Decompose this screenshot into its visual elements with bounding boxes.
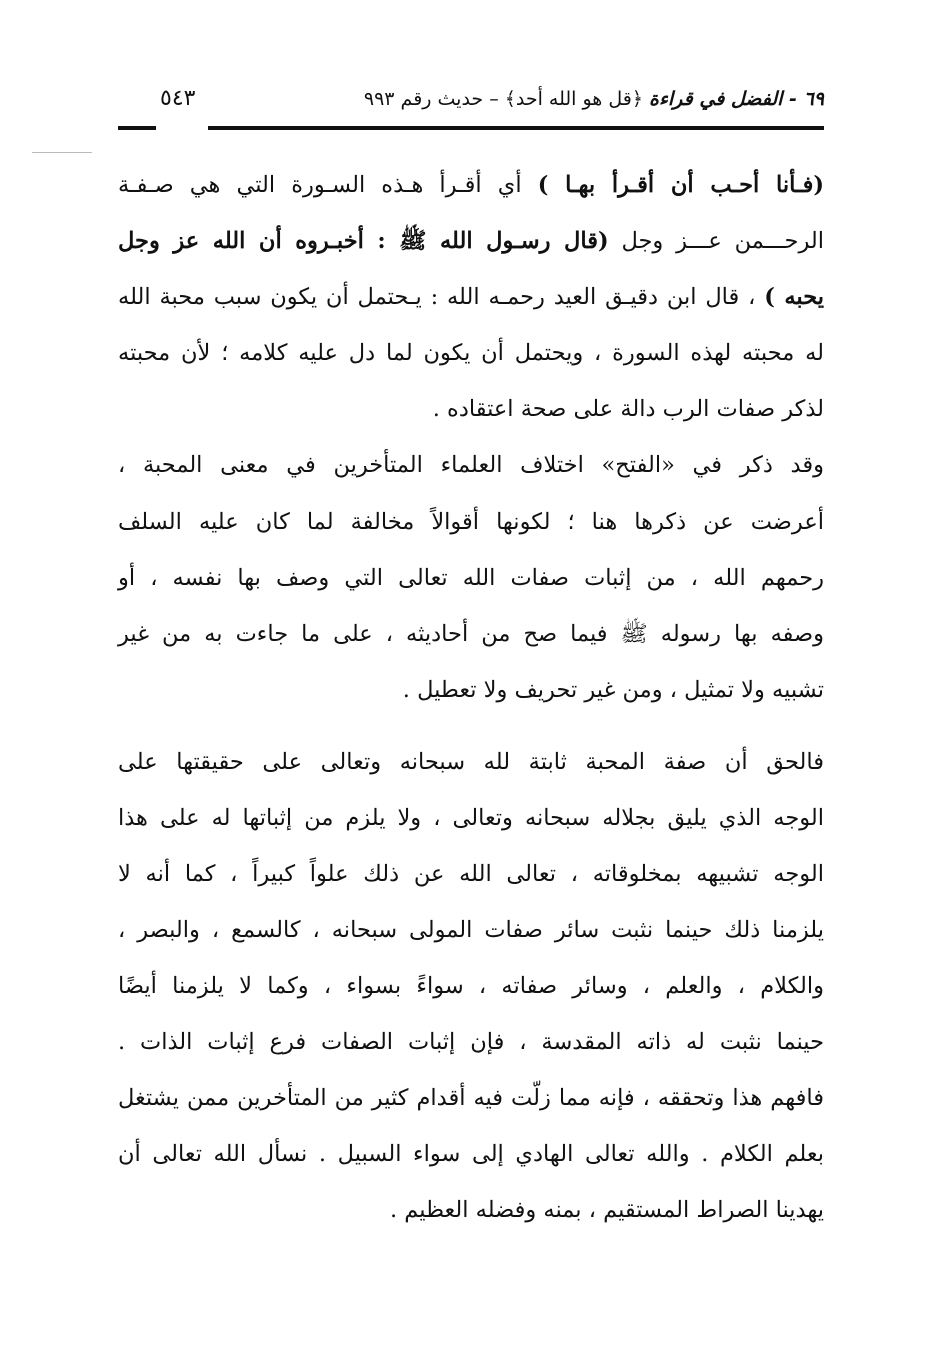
- commentary-text-segment: ، قال ابن دقيـق العيد رحمـه الله : يـحتمل أن يكون سبب محبة الله: [118, 284, 765, 310]
- text-line: [118, 336, 824, 370]
- hadith-text-segment: (قال رسـول الله ﷺ : أخبـروه أن الله عز وجل: [118, 228, 609, 254]
- text-line: [118, 505, 824, 539]
- text-line: [118, 1025, 824, 1059]
- commentary-text-segment: له محبته لهذه السورة ، ويحتمل أن يكون لما دل عليه كلامه ؛ لأن محبته: [118, 340, 824, 366]
- commentary-text-segment: أي أقـرأ هـذه السـورة التي هي صـفـة: [118, 172, 538, 198]
- text-line: [118, 1193, 824, 1227]
- text-line: [118, 280, 824, 314]
- text-line: [118, 1081, 824, 1115]
- commentary-text-segment: أعرضت عن ذكرها هنا ؛ لكونها أقوالاً مخالفة لما كان عليه السلف: [118, 509, 824, 535]
- commentary-text-segment: بعلم الكلام . والله تعالى الهادي إلى سواء السبيل . نسأل الله تعالى أن: [118, 1141, 824, 1167]
- text-line: [118, 857, 824, 891]
- commentary-text-segment: الوجه الذي يليق بجلاله سبحانه وتعالى ، ولا يلزم من إثباتها له على هذا: [118, 805, 824, 831]
- running-header: [118, 88, 824, 138]
- text-line: [118, 1137, 824, 1171]
- text-line: [118, 561, 824, 595]
- commentary-text-segment: رحمهم الله ، من إثبات صفات الله تعالى التي وصف بها نفسه ، أو: [118, 565, 824, 591]
- hadith-text-segment: يحبه ): [764, 284, 824, 310]
- text-line: [118, 745, 824, 779]
- commentary-text-segment: حينما نثبت له ذاته المقدسة ، فإن إثبات الصفات فرع إثبات الذات .: [118, 1029, 824, 1055]
- commentary-text-segment: وصفه بها رسوله ﷺ فيما صح من أحاديثه ، على ما جاءت به من غير: [118, 621, 824, 647]
- commentary-text-segment: لذكر صفات الرب دالة على صحة اعتقاده .: [432, 396, 824, 422]
- scan-mark: [32, 152, 92, 153]
- header-title: [364, 88, 824, 110]
- text-line: [118, 913, 824, 947]
- text-line: [118, 168, 824, 202]
- commentary-text-segment: فافهم هذا وتحققه ، فإنه مما زلّت فيه أقدام كثير من المتأخرين ممن يشتغل: [118, 1085, 824, 1111]
- text-line: [118, 969, 824, 1003]
- text-line: [118, 617, 824, 651]
- commentary-text-segment: الوجه تشبيهه بمخلوقاته ، تعالى الله عن ذلك علواً كبيراً ، كما أنه لا: [118, 861, 824, 887]
- commentary-text-segment: فالحق أن صفة المحبة ثابتة لله سبحانه وتعالى على حقيقتها على: [118, 749, 824, 775]
- hadith-ref: – حديث رقم ٩٩٣: [363, 88, 499, 110]
- header-rule: [208, 126, 824, 130]
- commentary-text-segment: يلزمنا ذلك حينما نثبت سائر صفات المولى سبحانه ، كالسمع ، والبصر ،: [118, 917, 824, 943]
- page-number-rule: [118, 126, 156, 130]
- commentary-text-segment: الرحـــمن عـــز وجل: [608, 228, 824, 254]
- commentary-text-segment: وقد ذكر في «الفتح» اختلاف العلماء المتأخرين في معنى المحبة ،: [118, 452, 824, 478]
- surah-quote: ﴿قل هو الله أحد﴾: [498, 88, 650, 110]
- text-line: [118, 801, 824, 835]
- commentary-text-segment: يهدينا الصراط المستقيم ، بمنه وفضله العظيم .: [390, 1197, 824, 1223]
- hadith-text-segment: (فـأنا أحـب أن أقـرأ بهـا ): [537, 172, 824, 198]
- text-line: [118, 448, 824, 482]
- text-line: [118, 224, 824, 258]
- commentary-text-segment: والكلام ، والعلم ، وسائر صفاته ، سواءً بسواء ، وكما لا يلزمنا أيضًا: [118, 973, 824, 999]
- text-line: [118, 673, 824, 707]
- page-number: ٥٤٣: [160, 86, 196, 111]
- chapter-title: الفضل في قراءة: [649, 88, 783, 110]
- hadith-number: ٦٩ -: [782, 88, 824, 110]
- commentary-text-segment: تشبيه ولا تمثيل ، ومن غير تحريف ولا تعطيل .: [402, 677, 824, 703]
- text-line: [118, 392, 824, 426]
